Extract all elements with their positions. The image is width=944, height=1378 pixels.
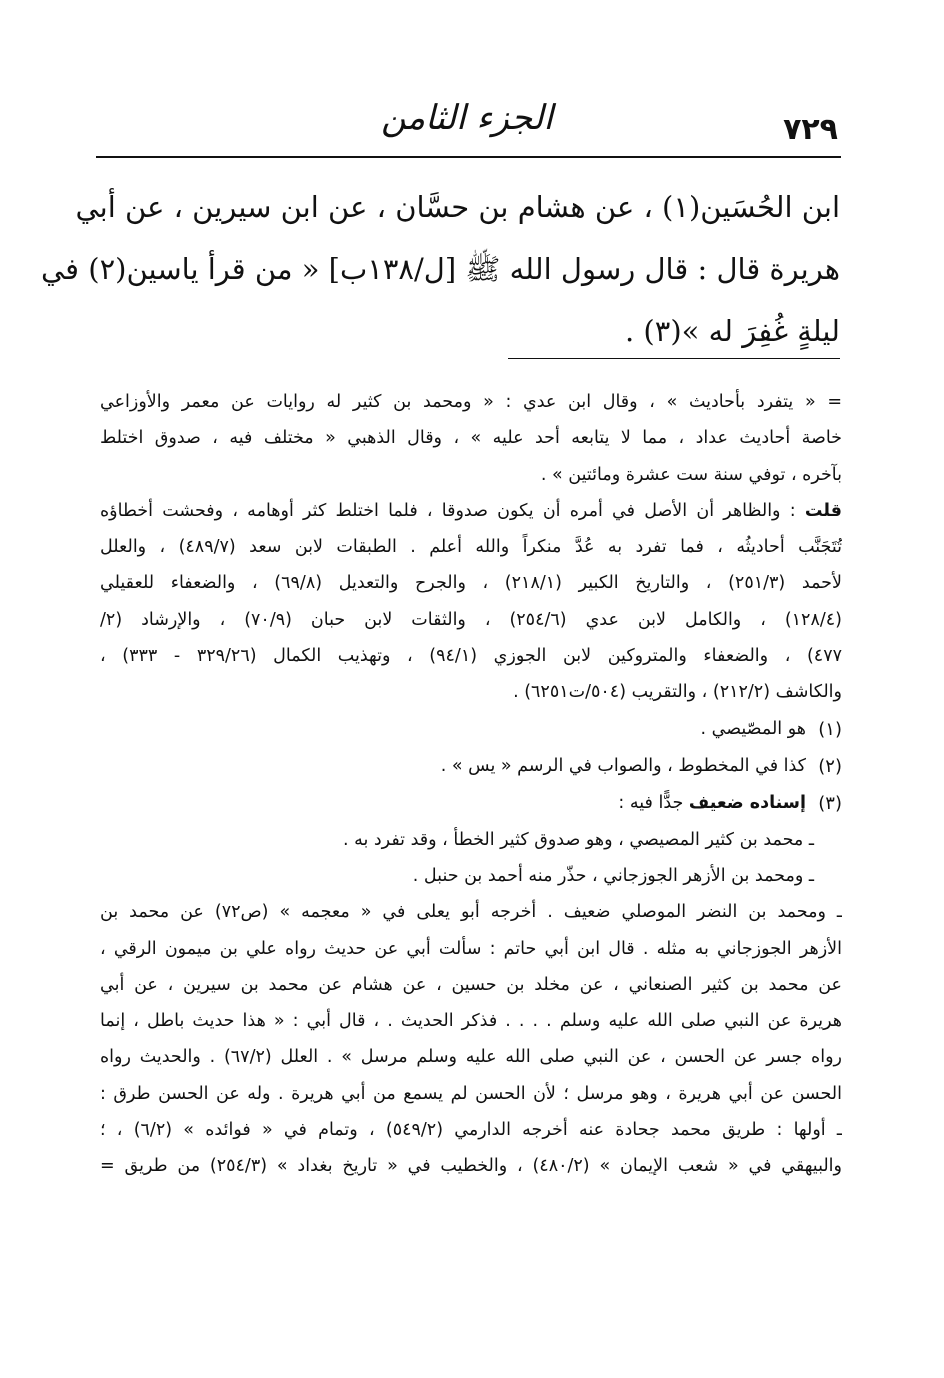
main-line: هريرة قال : قال رسول الله ﷺ [ل/١٣٨ب] « من قرأ ياسين(٢) في [41,252,840,286]
note-line [100,493,842,529]
footnote-number: (٣) [818,792,842,814]
note-line: تُتَجَنَّب أحاديثُه ، فما تفرد به عُدَّ منكراً والله أعلم . الطبقات لابن سعد (٤٨٩/٧) ، والعلل [100,537,842,558]
note-line: (١٢٨/٤) ، والكامل لابن عدي (٢٥٤/٦) ، والثقات لابن حبان (٧٠/٩) ، والإرشاد (٢/ [100,609,842,630]
qultu-label: قلت [804,500,842,521]
note-line: هريرة عن النبي صلى الله عليه وسلم . . . . فذكر الحديث . ، قال أبي : « هذا حديث باطل ، إنما [100,1011,842,1032]
footnote-rest: جدًّا فيه : [618,792,689,813]
part-title: الجزء الثامن [381,98,553,138]
note-line: عن محمد بن كثير الصنعاني ، عن مخلد بن حسين ، عن هشام عن محمد بن سيرين ، عن أبي [100,974,842,995]
note-text: : والظاهر أن الأصل في أمره أن يكون صدوقا ، فلما اختلط كثر أوهامه ، وفحشت أخطاؤه [100,500,796,521]
note-line: ـ أولها : طريق محمد جحادة عنه أخرجه الدارمي (٥٤٩/٢) ، وتمام في « فوائده » (٦/٢) ، ؛ [100,1120,842,1141]
note-line: ـ ومحمد بن النضر الموصلي ضعيف . أخرجه أبو يعلى في « معجمه » (ص٧٢) عن محمد بن [100,902,842,923]
note-line: والكاشف (٢١٢/٢) ، والتقريب (٥٠٤/ت٦٢٥١) . [513,682,842,703]
note-line: = « يتفرد بأحاديث » ، وقال ابن عدي : « ومحمد بن كثير له روايات عن معمر والأوزاعي [100,392,842,412]
footnote-3 [100,785,842,822]
note-line: لأحمد (٢٥١/٣) ، والتاريخ الكبير (٢١٨/١) ، والجرح والتعديل (٦٩/٨) ، والضعفاء للعقيلي [100,573,842,594]
header-rule [96,156,841,158]
note-line: ـ ومحمد بن الأزهر الجوزجاني ، حذّر منه أحمد بن حنبل . [412,865,814,886]
note-line: بآخره ، توفي سنة ست عشرة ومائتين » . [540,464,842,485]
footnote-2 [100,748,842,785]
note-line: الحسن عن أبي هريرة ، وهو مرسل ؛ لأن الحسن لم يسمع من أبي هريرة . وله عن الحسن طرق : [100,1083,842,1104]
main-line: ابن الحُسَين(١) ، عن هشام بن حسَّان ، عن ابن سيرين ، عن أبي [75,190,840,224]
note-line: خاصة أحاديث عداد ، مما لا يتابعه أحد عليه » ، وقال الذهبي « مختلف فيه ، صدوق اختلط [100,428,842,449]
footnote-text: هو المصّيصي . [700,718,806,739]
note-line: رواه جسر عن الحسن ، عن النبي صلى الله عليه وسلم مرسل » . العلل (٦٧/٢) . والحديث رواه [100,1047,842,1068]
footnotes-area [100,384,842,1185]
footnote-number: (١) [818,718,842,740]
footnote-number: (٢) [818,755,842,777]
footnote-separator [508,358,840,359]
footnote-text [100,785,806,822]
page-header [96,98,838,158]
main-text [41,176,840,362]
page-number: ٧٢٩ [783,112,838,147]
footnote-1 [100,711,842,748]
note-line: الأزهر الجوزجاني به مثله . قال ابن أبي حاتم : سألت أبي عن حديث رواه علي بن ميمون الرقي ، [100,938,842,959]
note-line: والبيهقي في « شعب الإيمان » (٤٨٠/٢) ، والخطيب في « تاريخ بغداد » (٢٥٤/٣) من طريق = [100,1156,842,1177]
note-line: ٤٧٧) ، والضعفاء والمتروكين لابن الجوزي (٩٤/١) ، وتهذيب الكمال (٣٢٩/٢٦ - ٣٣٣) ، [100,646,842,667]
main-line: ليلةٍ غُفِرَ له »(٣) . [624,314,840,348]
note-line: ـ محمد بن كثير المصيصي ، وهو صدوق كثير الخطأ ، وقد تفرد به . [342,829,814,850]
footnote-text: كذا في المخطوط ، والصواب في الرسم « يس » . [440,755,806,776]
footnote-bold: إسناده ضعيف [688,792,806,813]
